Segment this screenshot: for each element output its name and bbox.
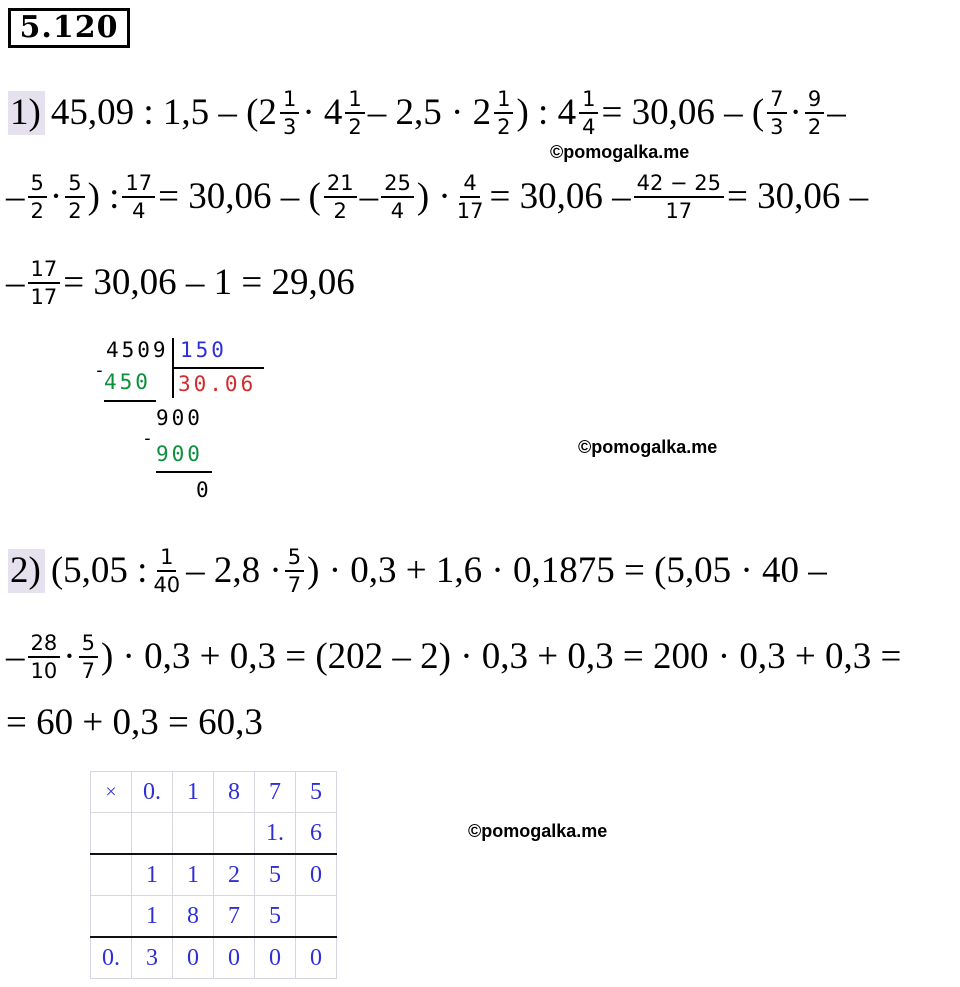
denominator: 3 — [282, 115, 297, 139]
expr-text: – — [6, 262, 25, 303]
numerator: 1 — [280, 86, 299, 114]
expr-text: = 30,06 – ( — [158, 176, 321, 217]
grid-cell: 5 — [255, 854, 296, 896]
fraction — [280, 86, 299, 140]
multiplication-grid — [90, 771, 337, 979]
grid-row — [91, 854, 337, 896]
numerator: 4 — [460, 170, 479, 198]
expr-text: ) : 4 — [516, 92, 577, 133]
grid-cell: 1 — [173, 772, 214, 813]
division-bracket-horizontal — [172, 367, 264, 369]
numerator: 17 — [28, 256, 61, 284]
denominator: 4 — [582, 115, 596, 139]
fraction — [767, 86, 786, 140]
part1-label: 1) — [8, 91, 45, 135]
expr-text: – 2,5 · 2 — [367, 92, 492, 133]
grid-cell: 2 — [214, 854, 255, 896]
grid-cell — [173, 813, 214, 855]
numerator: 7 — [767, 86, 786, 114]
denominator: 2 — [497, 115, 511, 139]
denominator: 4 — [132, 199, 146, 223]
times-sign: × — [91, 772, 132, 813]
grid-cell — [91, 813, 132, 855]
expr-text: – — [6, 176, 25, 217]
grid-row — [91, 896, 337, 938]
expr-text: (5,05 : — [50, 550, 148, 591]
grid-cell — [296, 896, 337, 938]
numerator: 1 — [494, 86, 513, 114]
watermark: ©pomogalka.me — [578, 437, 718, 457]
division-rule-1 — [104, 400, 156, 402]
denominator: 2 — [807, 115, 822, 139]
grid-row — [91, 937, 337, 979]
grid-cell: 8 — [173, 896, 214, 938]
part1-line2 — [6, 170, 868, 224]
numerator: 5 — [285, 544, 304, 572]
denominator: 10 — [30, 659, 58, 683]
expr-text: – 2,8 · — [186, 550, 282, 591]
numerator: 1 — [579, 86, 598, 114]
denominator: 4 — [390, 199, 405, 223]
remainder-1: 900 — [156, 406, 203, 430]
fraction — [324, 170, 357, 224]
numerator: 1 — [157, 544, 176, 572]
watermark: ©pomogalka.me — [550, 142, 690, 162]
grid-cell: 7 — [255, 772, 296, 813]
fraction — [150, 544, 183, 598]
denominator: 7 — [287, 573, 302, 597]
denominator: 2 — [68, 199, 82, 223]
denominator: 7 — [81, 659, 95, 683]
grid-cell: 0 — [173, 937, 214, 979]
denominator: 17 — [30, 285, 58, 309]
fraction — [65, 170, 84, 224]
denominator: 3 — [770, 115, 784, 139]
grid-cell: 0 — [296, 854, 337, 896]
quotient: 30.06 — [178, 372, 257, 396]
expr-text: · — [63, 636, 76, 677]
denominator: 17 — [665, 199, 693, 223]
numerator: 25 — [381, 170, 414, 198]
part2-line2 — [6, 630, 901, 684]
part2-line3: = 60 + 0,3 = 60,3 — [6, 702, 263, 743]
fraction — [454, 170, 487, 224]
grid-cell — [91, 896, 132, 938]
part1-line3 — [6, 256, 355, 310]
fraction — [285, 544, 304, 598]
numerator: 5 — [79, 630, 98, 658]
grid-cell — [91, 854, 132, 896]
grid-cell: 5 — [296, 772, 337, 813]
grid-cell: 0 — [255, 937, 296, 979]
expr-text: ) · 0,3 + 1,6 · 0,1875 = (5,05 · 40 – — [307, 550, 827, 591]
denominator: 2 — [348, 115, 362, 139]
expr-text: = 30,06 – — [727, 176, 869, 217]
subtrahend-2: 900 — [156, 442, 203, 466]
fraction — [579, 86, 598, 140]
part2-line1 — [10, 544, 827, 598]
grid-cell: 7 — [214, 896, 255, 938]
grid-row — [91, 772, 337, 813]
expr-text: · — [49, 176, 63, 217]
divisor: 150 — [180, 338, 227, 362]
division-rule-2 — [156, 471, 212, 473]
fraction — [805, 86, 824, 140]
numerator: 5 — [65, 170, 84, 198]
expr-text: ) · — [416, 176, 451, 217]
grid-row — [91, 813, 337, 855]
expr-text: 45,09 : 1,5 – (2 — [50, 92, 277, 133]
fraction — [79, 630, 98, 684]
grid-cell: 1 — [132, 896, 173, 938]
fraction — [28, 256, 61, 310]
grid-cell: 0. — [132, 772, 173, 813]
grid-cell: 3 — [132, 937, 173, 979]
grid-cell: 5 — [255, 896, 296, 938]
denominator: 2 — [30, 199, 44, 223]
numerator: 1 — [345, 86, 364, 114]
grid-cell: 1 — [173, 854, 214, 896]
watermark: ©pomogalka.me — [468, 821, 608, 841]
fraction — [28, 630, 61, 684]
fraction — [122, 170, 155, 224]
expr-text: = 30,06 – ( — [601, 92, 765, 133]
grid-cell: 0 — [214, 937, 255, 979]
problem-number: 5.120 — [8, 8, 130, 48]
part1-line1 — [10, 86, 846, 140]
expr-text: – — [827, 92, 846, 133]
numerator: 28 — [28, 630, 61, 658]
grid-cell: 1 — [132, 854, 173, 896]
fraction — [634, 170, 724, 224]
numerator: 42 − 25 — [634, 170, 724, 198]
expr-text: · 4 — [302, 92, 343, 133]
grid-cell: 6 — [296, 813, 337, 855]
numerator: 5 — [28, 170, 47, 198]
numerator: 9 — [805, 86, 824, 114]
part2-label: 2) — [8, 549, 45, 593]
fraction — [381, 170, 414, 224]
expr-text: – — [359, 176, 379, 217]
fraction — [494, 86, 513, 140]
grid-cell: 0 — [296, 937, 337, 979]
grid-cell: 1. — [255, 813, 296, 855]
expr-text: · — [789, 92, 802, 133]
denominator: 17 — [456, 199, 484, 223]
expr-text: ) · 0,3 + 0,3 = (202 – 2) · 0,3 + 0,3 = 200 · 0,3 + 0,3 = — [100, 636, 902, 677]
expr-text: – — [6, 636, 25, 677]
remainder-2: 0 — [196, 478, 212, 502]
grid-cell: 0. — [91, 937, 132, 979]
fraction — [28, 170, 47, 224]
expr-text: = 30,06 – 1 = 29,06 — [63, 262, 355, 303]
grid-cell: 8 — [214, 772, 255, 813]
expr-text: = 30,06 – — [489, 176, 631, 217]
subtrahend-1: 450 — [104, 370, 151, 394]
denominator: 2 — [333, 199, 347, 223]
numerator: 21 — [324, 170, 357, 198]
dividend: 4509 — [106, 338, 169, 362]
minus-sign: - — [94, 360, 108, 381]
expr-text: ) : — [87, 176, 120, 217]
numerator: 17 — [122, 170, 155, 198]
minus-sign: - — [142, 428, 156, 449]
fraction — [345, 86, 364, 140]
denominator: 40 — [153, 573, 181, 597]
grid-cell — [214, 813, 255, 855]
grid-cell — [132, 813, 173, 855]
